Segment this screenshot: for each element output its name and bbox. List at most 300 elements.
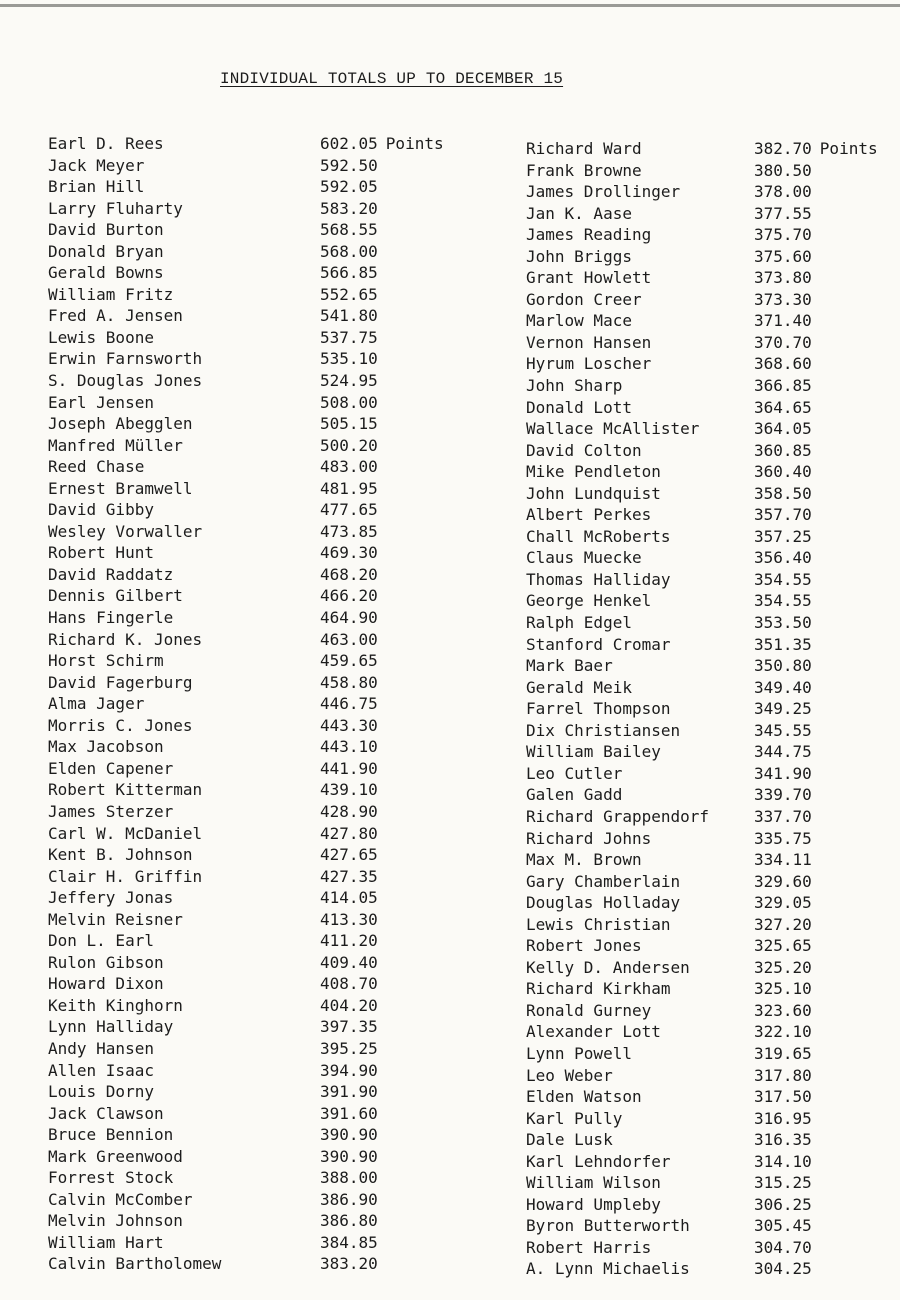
- participant-name: Rulon Gibson: [48, 952, 164, 972]
- score-cell: [320, 1124, 378, 1146]
- score-row: [48, 887, 468, 909]
- score-row: [526, 1000, 900, 1022]
- score-row: [526, 418, 900, 440]
- participant-name: Earl Jensen: [48, 392, 154, 412]
- participant-name: Donald Lott: [526, 397, 632, 417]
- score-cell: [754, 375, 812, 397]
- score-row: [48, 844, 468, 866]
- score-cell: [320, 1038, 378, 1060]
- score-cell: [754, 784, 812, 806]
- score-cell: [754, 138, 878, 160]
- participant-name: A. Lynn Michaelis: [526, 1259, 690, 1279]
- point-total: 370.70: [754, 332, 812, 352]
- point-total: 552.65: [320, 284, 378, 304]
- score-row: [526, 461, 900, 483]
- score-row: [48, 995, 468, 1017]
- score-row: [526, 160, 900, 182]
- point-total: 541.80: [320, 306, 378, 326]
- score-cell: [754, 1065, 812, 1087]
- score-row: [526, 784, 900, 806]
- score-cell: [320, 176, 378, 198]
- point-total: 337.70: [754, 806, 812, 826]
- score-cell: [754, 397, 812, 419]
- point-total: 322.10: [754, 1022, 812, 1042]
- participant-name: Wallace McAllister: [526, 419, 700, 439]
- score-cell: [320, 715, 378, 737]
- participant-name: Vernon Hansen: [526, 332, 652, 352]
- participant-name: David Raddatz: [48, 564, 174, 584]
- score-cell: [320, 198, 378, 220]
- participant-name: Mark Greenwood: [48, 1146, 183, 1166]
- participant-name: Earl D. Rees: [48, 134, 164, 153]
- participant-name: Richard K. Jones: [48, 629, 203, 649]
- point-total: 354.55: [754, 591, 812, 611]
- score-cell: [754, 418, 812, 440]
- score-row: [526, 397, 900, 419]
- score-row: [526, 590, 900, 612]
- score-row: [526, 504, 900, 526]
- point-total: 317.80: [754, 1065, 812, 1085]
- page-title: INDIVIDUAL TOTALS UP TO DECEMBER 15: [220, 70, 564, 88]
- point-total: 329.60: [754, 871, 812, 891]
- point-total: 316.95: [754, 1108, 812, 1128]
- score-cell: [320, 585, 378, 607]
- participant-name: Galen Gadd: [526, 785, 623, 805]
- participant-name: Fred A. Jensen: [48, 306, 183, 326]
- participant-name: James Sterzer: [48, 801, 174, 821]
- right-score-column: [526, 138, 900, 1280]
- points-unit-label: Points: [385, 134, 444, 153]
- score-cell: [320, 650, 378, 672]
- point-total: 388.00: [320, 1168, 378, 1188]
- point-total: 473.85: [320, 521, 378, 541]
- point-total: 334.11: [754, 850, 812, 870]
- score-row: [526, 1021, 900, 1043]
- participant-name: James Drollinger: [526, 182, 681, 202]
- participant-name: Max M. Brown: [526, 850, 642, 870]
- participant-name: Claus Muecke: [526, 548, 642, 568]
- score-row: [48, 1016, 468, 1038]
- score-cell: [320, 284, 378, 306]
- participant-name: Howard Umpleby: [526, 1194, 661, 1214]
- score-cell: [754, 1172, 812, 1194]
- point-total: 568.00: [320, 241, 378, 261]
- participant-name: Jan K. Aase: [526, 203, 632, 223]
- score-cell: [320, 1146, 378, 1168]
- score-cell: [754, 310, 812, 332]
- point-total: 335.75: [754, 828, 812, 848]
- point-total: 413.30: [320, 909, 378, 929]
- participant-name: James Reading: [526, 225, 652, 245]
- participant-name: Robert Jones: [526, 936, 642, 956]
- point-total: 344.75: [754, 742, 812, 762]
- score-row: [48, 284, 468, 306]
- participant-name: Lynn Halliday: [48, 1017, 174, 1037]
- point-total: 317.50: [754, 1087, 812, 1107]
- participant-name: Joseph Abegglen: [48, 414, 193, 434]
- score-cell: [754, 720, 812, 742]
- score-cell: [320, 564, 378, 586]
- score-row: [526, 569, 900, 591]
- score-cell: [320, 133, 444, 155]
- point-total: 354.55: [754, 569, 812, 589]
- participant-name: William Wilson: [526, 1173, 661, 1193]
- point-total: 323.60: [754, 1000, 812, 1020]
- point-total: 350.80: [754, 656, 812, 676]
- scan-top-edge: [0, 4, 900, 7]
- score-cell: [320, 736, 378, 758]
- participant-name: Lewis Boone: [48, 327, 154, 347]
- participant-name: Dennis Gilbert: [48, 586, 183, 606]
- score-cell: [320, 887, 378, 909]
- point-total: 316.35: [754, 1130, 812, 1150]
- score-row: [48, 435, 468, 457]
- score-row: [48, 1124, 468, 1146]
- score-cell: [754, 655, 812, 677]
- score-row: [526, 203, 900, 225]
- score-cell: [320, 693, 378, 715]
- participant-name: Robert Hunt: [48, 543, 154, 563]
- score-row: [526, 440, 900, 462]
- participant-name: Alexander Lott: [526, 1022, 661, 1042]
- score-cell: [320, 219, 378, 241]
- point-total: 394.90: [320, 1060, 378, 1080]
- score-row: [526, 892, 900, 914]
- score-cell: [754, 332, 812, 354]
- score-cell: [754, 935, 812, 957]
- participant-name: Gordon Creer: [526, 289, 642, 309]
- point-total: 390.90: [320, 1146, 378, 1166]
- score-cell: [320, 844, 378, 866]
- participant-name: David Burton: [48, 220, 164, 240]
- participant-name: Reed Chase: [48, 457, 145, 477]
- point-total: 459.65: [320, 651, 378, 671]
- participant-name: S. Douglas Jones: [48, 371, 203, 391]
- point-total: 458.80: [320, 672, 378, 692]
- participant-name: Jeffery Jonas: [48, 888, 174, 908]
- score-cell: [754, 698, 812, 720]
- score-cell: [320, 779, 378, 801]
- point-total: 383.20: [320, 1254, 378, 1274]
- score-cell: [754, 246, 812, 268]
- participant-name: Leo Weber: [526, 1065, 613, 1085]
- point-total: 602.05: [320, 134, 378, 153]
- score-cell: [754, 504, 812, 526]
- participant-name: Melvin Reisner: [48, 909, 183, 929]
- participant-name: Kent B. Johnson: [48, 845, 193, 865]
- participant-name: Brian Hill: [48, 177, 145, 197]
- score-row: [48, 672, 468, 694]
- participant-name: Mark Baer: [526, 656, 613, 676]
- score-row: [48, 736, 468, 758]
- point-total: 427.65: [320, 845, 378, 865]
- score-row: [526, 763, 900, 785]
- point-total: 360.40: [754, 462, 812, 482]
- score-cell: [754, 224, 812, 246]
- participant-name: Don L. Earl: [48, 931, 154, 951]
- participant-name: Calvin McComber: [48, 1189, 193, 1209]
- score-cell: [754, 957, 812, 979]
- participant-name: Karl Lehndorfer: [526, 1151, 671, 1171]
- score-row: [526, 1258, 900, 1280]
- score-cell: [320, 909, 378, 931]
- point-total: 353.50: [754, 613, 812, 633]
- score-row: [526, 741, 900, 763]
- score-cell: [754, 590, 812, 612]
- score-cell: [754, 677, 812, 699]
- participant-name: Morris C. Jones: [48, 715, 193, 735]
- score-row: [48, 801, 468, 823]
- score-row: [48, 629, 468, 651]
- participant-name: Dix Christiansen: [526, 720, 681, 740]
- score-cell: [320, 801, 378, 823]
- score-cell: [320, 995, 378, 1017]
- score-cell: [320, 1232, 378, 1254]
- point-total: 378.00: [754, 182, 812, 202]
- point-total: 382.70: [754, 139, 812, 158]
- point-total: 390.90: [320, 1125, 378, 1145]
- participant-name: Elden Watson: [526, 1087, 642, 1107]
- point-total: 349.25: [754, 699, 812, 719]
- participant-name: Robert Harris: [526, 1237, 652, 1257]
- participant-name: Byron Butterworth: [526, 1216, 690, 1236]
- score-cell: [754, 569, 812, 591]
- score-cell: [754, 267, 812, 289]
- score-cell: [754, 892, 812, 914]
- score-row: [526, 547, 900, 569]
- score-cell: [320, 413, 378, 435]
- point-total: 375.60: [754, 246, 812, 266]
- points-unit-label: Points: [819, 139, 878, 158]
- point-total: 537.75: [320, 327, 378, 347]
- score-row: [48, 1189, 468, 1211]
- point-total: 315.25: [754, 1173, 812, 1193]
- participant-name: Thomas Halliday: [526, 569, 671, 589]
- participant-name: Forrest Stock: [48, 1168, 174, 1188]
- point-total: 325.65: [754, 936, 812, 956]
- point-total: 427.35: [320, 866, 378, 886]
- score-row: [48, 413, 468, 435]
- participant-name: Carl W. McDaniel: [48, 823, 203, 843]
- score-cell: [320, 672, 378, 694]
- point-total: 319.65: [754, 1043, 812, 1063]
- score-cell: [754, 1129, 812, 1151]
- score-row: [526, 612, 900, 634]
- participant-name: Lynn Powell: [526, 1043, 632, 1063]
- participant-name: Louis Dorny: [48, 1082, 154, 1102]
- point-total: 368.60: [754, 354, 812, 374]
- score-cell: [754, 1086, 812, 1108]
- point-total: 356.40: [754, 548, 812, 568]
- participant-name: Ronald Gurney: [526, 1000, 652, 1020]
- point-total: 568.55: [320, 220, 378, 240]
- participant-name: Donald Bryan: [48, 241, 164, 261]
- point-total: 468.20: [320, 564, 378, 584]
- score-cell: [754, 1151, 812, 1173]
- point-total: 469.30: [320, 543, 378, 563]
- score-cell: [320, 866, 378, 888]
- score-row: [526, 655, 900, 677]
- participant-name: Albert Perkes: [526, 505, 652, 525]
- score-row: [48, 521, 468, 543]
- point-total: 592.05: [320, 177, 378, 197]
- score-cell: [754, 914, 812, 936]
- score-cell: [320, 542, 378, 564]
- participant-name: Richard Grappendorf: [526, 806, 710, 826]
- score-row: [48, 1146, 468, 1168]
- score-cell: [754, 547, 812, 569]
- point-total: 339.70: [754, 785, 812, 805]
- score-row: [526, 1237, 900, 1259]
- score-row: [526, 526, 900, 548]
- score-cell: [320, 305, 378, 327]
- score-row: [48, 564, 468, 586]
- participant-name: Douglas Holladay: [526, 893, 681, 913]
- participant-name: Karl Pully: [526, 1108, 623, 1128]
- participant-name: Calvin Bartholomew: [48, 1254, 222, 1274]
- score-row: [526, 677, 900, 699]
- point-total: 345.55: [754, 720, 812, 740]
- participant-name: Wesley Vorwaller: [48, 521, 203, 541]
- point-total: 386.80: [320, 1211, 378, 1231]
- participant-name: John Briggs: [526, 246, 632, 266]
- participant-name: Jack Clawson: [48, 1103, 164, 1123]
- score-cell: [320, 952, 378, 974]
- score-row: [48, 392, 468, 414]
- score-cell: [754, 741, 812, 763]
- score-cell: [320, 478, 378, 500]
- score-row: [48, 176, 468, 198]
- score-row: [48, 370, 468, 392]
- score-row: [48, 952, 468, 974]
- point-total: 380.50: [754, 160, 812, 180]
- participant-name: Richard Ward: [526, 139, 642, 158]
- score-row: [48, 585, 468, 607]
- participant-name: Kelly D. Andersen: [526, 957, 690, 977]
- point-total: 466.20: [320, 586, 378, 606]
- score-cell: [320, 392, 378, 414]
- score-cell: [754, 849, 812, 871]
- participant-name: Marlow Mace: [526, 311, 632, 331]
- point-total: 395.25: [320, 1038, 378, 1058]
- point-total: 305.45: [754, 1216, 812, 1236]
- point-total: 375.70: [754, 225, 812, 245]
- score-row: [48, 133, 468, 155]
- participant-name: William Fritz: [48, 284, 174, 304]
- point-total: 439.10: [320, 780, 378, 800]
- participant-name: Hans Fingerle: [48, 608, 174, 628]
- point-total: 397.35: [320, 1017, 378, 1037]
- participant-name: Alma Jager: [48, 694, 145, 714]
- score-cell: [320, 521, 378, 543]
- score-cell: [320, 1060, 378, 1082]
- score-cell: [754, 634, 812, 656]
- participant-name: David Gibby: [48, 500, 154, 520]
- score-cell: [754, 1237, 812, 1259]
- score-row: [526, 720, 900, 742]
- participant-name: Ralph Edgel: [526, 613, 632, 633]
- score-row: [526, 806, 900, 828]
- score-row: [48, 930, 468, 952]
- participant-name: John Sharp: [526, 376, 623, 396]
- score-cell: [320, 241, 378, 263]
- point-total: 408.70: [320, 974, 378, 994]
- point-total: 371.40: [754, 311, 812, 331]
- point-total: 414.05: [320, 888, 378, 908]
- score-cell: [754, 1043, 812, 1065]
- score-row: [48, 650, 468, 672]
- score-row: [526, 224, 900, 246]
- point-total: 314.10: [754, 1151, 812, 1171]
- participant-name: William Hart: [48, 1232, 164, 1252]
- score-cell: [754, 181, 812, 203]
- participant-name: Horst Schirm: [48, 651, 164, 671]
- point-total: 404.20: [320, 995, 378, 1015]
- score-row: [48, 758, 468, 780]
- point-total: 483.00: [320, 457, 378, 477]
- score-cell: [320, 1189, 378, 1211]
- participant-name: Mike Pendleton: [526, 462, 661, 482]
- participant-name: Larry Fluharty: [48, 198, 183, 218]
- participant-name: Gary Chamberlain: [526, 871, 681, 891]
- score-row: [48, 1167, 468, 1189]
- point-total: 306.25: [754, 1194, 812, 1214]
- score-row: [48, 1060, 468, 1082]
- score-row: [48, 478, 468, 500]
- point-total: 391.90: [320, 1082, 378, 1102]
- score-row: [48, 456, 468, 478]
- score-cell: [754, 1108, 812, 1130]
- point-total: 384.85: [320, 1232, 378, 1252]
- score-row: [526, 698, 900, 720]
- point-total: 443.30: [320, 715, 378, 735]
- score-cell: [754, 1258, 812, 1280]
- participant-name: David Fagerburg: [48, 672, 193, 692]
- score-row: [526, 1215, 900, 1237]
- point-total: 304.25: [754, 1259, 812, 1279]
- participant-name: William Bailey: [526, 742, 661, 762]
- score-cell: [320, 370, 378, 392]
- score-row: [526, 138, 900, 160]
- point-total: 373.80: [754, 268, 812, 288]
- score-row: [526, 310, 900, 332]
- participant-name: Allen Isaac: [48, 1060, 154, 1080]
- point-total: 566.85: [320, 263, 378, 283]
- point-total: 441.90: [320, 758, 378, 778]
- participant-name: John Lundquist: [526, 483, 661, 503]
- score-row: [48, 327, 468, 349]
- participant-name: Frank Browne: [526, 160, 642, 180]
- score-row: [526, 1194, 900, 1216]
- score-cell: [754, 461, 812, 483]
- score-row: [526, 1108, 900, 1130]
- score-row: [526, 483, 900, 505]
- participant-name: David Colton: [526, 440, 642, 460]
- score-cell: [754, 160, 812, 182]
- score-cell: [754, 1000, 812, 1022]
- participant-name: Hyrum Loscher: [526, 354, 652, 374]
- score-row: [48, 779, 468, 801]
- score-cell: [754, 1194, 812, 1216]
- point-total: 446.75: [320, 694, 378, 714]
- score-row: [526, 1086, 900, 1108]
- score-row: [48, 219, 468, 241]
- participant-name: Robert Kitterman: [48, 780, 203, 800]
- participant-name: Keith Kinghorn: [48, 995, 183, 1015]
- participant-name: Howard Dixon: [48, 974, 164, 994]
- score-row: [526, 871, 900, 893]
- point-total: 366.85: [754, 376, 812, 396]
